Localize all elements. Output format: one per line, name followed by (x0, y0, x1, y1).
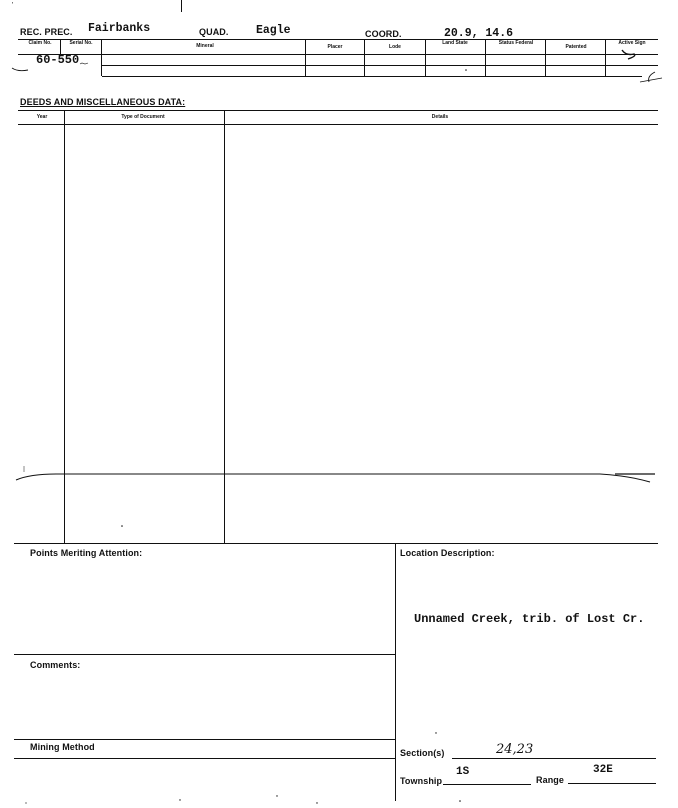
claim-no-header: Claim No. (28, 40, 52, 46)
township-label: Township (400, 776, 443, 786)
status-federal-header: Status Federal (498, 40, 534, 46)
quad-label: QUAD. (199, 27, 229, 37)
placer-header: Placer (327, 44, 343, 50)
active-sign-header: Active Sign (618, 40, 646, 46)
comments-label: Comments: (30, 660, 81, 670)
section-label: Section(s) (400, 748, 445, 758)
coord-label: COORD. (365, 29, 402, 39)
patented-header: Patented (565, 44, 587, 50)
claim-no-value: 60-550 (36, 53, 80, 67)
lode-header: Lode (389, 44, 401, 50)
mining-label: Mining Method (30, 742, 95, 752)
section-value: 24,23 (496, 742, 534, 757)
rec-prec-label: REC. PREC. (20, 27, 73, 37)
corner-dot: ' (12, 2, 14, 9)
details-header: Details (431, 114, 449, 120)
range-label: Range (536, 775, 565, 785)
coord-value: 20.9, 14.6 (444, 27, 514, 40)
serial-no-header: Serial No. (69, 40, 93, 46)
mineral-header: Mineral (196, 43, 214, 49)
township-value: 1S (456, 766, 470, 778)
type-of-document-header: Type of Document (121, 114, 165, 120)
quad-value: Eagle (256, 24, 291, 37)
location-label: Location Description: (400, 548, 495, 558)
location-value: Unnamed Creek, trib. of Lost Cr. (414, 612, 645, 626)
deeds-title: DEEDS AND MISCELLANEOUS DATA: (20, 97, 186, 107)
rec-prec-value: Fairbanks (88, 22, 151, 35)
range-value: 32E (593, 764, 613, 776)
year-header: Year (36, 114, 48, 120)
land-state-header: Land State (442, 40, 468, 46)
points-label: Points Meriting Attention: (30, 548, 143, 558)
